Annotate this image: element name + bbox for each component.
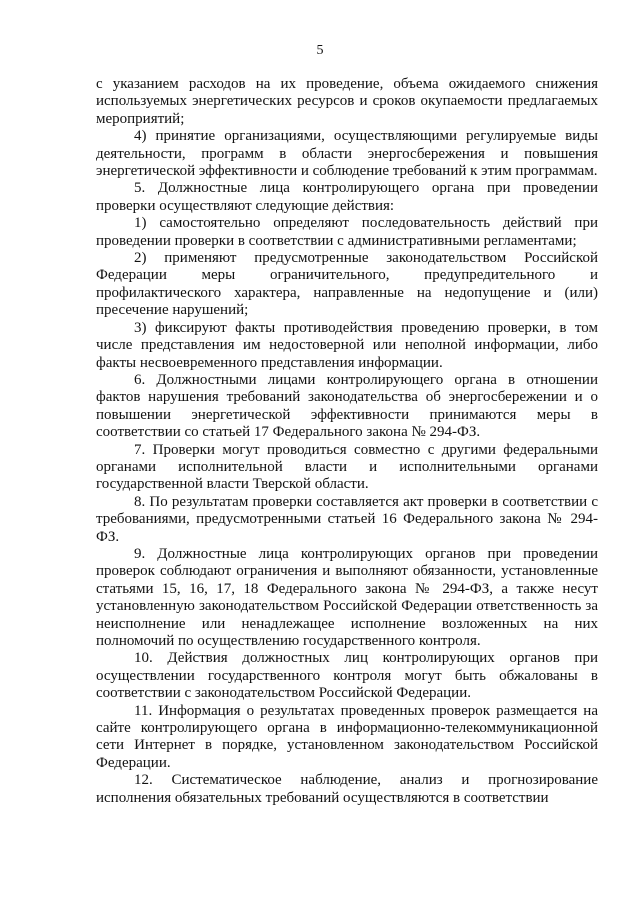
paragraph: 7. Проверки могут проводиться совместно с другими федеральными органами исполнительной власти и исполнительными органами государственной власти Тверской области. xyxy=(96,441,598,493)
paragraph: 1) самостоятельно определяют последовательность действий при проведении проверки в соответствии с административными регламентами; xyxy=(96,215,598,249)
paragraph: 8. По результатам проверки составляется акт проверки в соответствии с требованиями, предусмотренными статьей 16 Федерального закона № 294-ФЗ. xyxy=(96,493,598,545)
paragraph: 12. Систематическое наблюдение, анализ и прогнозирование исполнения обязательных требований осуществляются в соответствии xyxy=(96,772,598,806)
document-body xyxy=(96,76,598,807)
paragraph: 3) фиксируют факты противодействия проведению проверки, в том числе представления им недостоверной или неполной информации, либо факты несвоевременного представления информации. xyxy=(96,319,598,371)
paragraph: с указанием расходов на их проведение, объема ожидаемого снижения используемых энергетических ресурсов и сроков окупаемости предлагаемых мероприятий; xyxy=(96,76,598,127)
paragraph: 2) применяют предусмотренные законодательством Российской Федерации меры ограничительного, предупредительного и профилактического характера, направленные на недопущение и (или) пресечение нарушений; xyxy=(96,250,598,319)
paragraph: 6. Должностными лицами контролирующего органа в отношении фактов нарушения требований законодательства об энергосбережении и о повышении энергетической эффективности принимаются меры в соответствии со статьей 17 Федерального закона № 294-ФЗ. xyxy=(96,371,598,441)
paragraph: 10. Действия должностных лиц контролирующих органов при осуществлении государственного контроля могут быть обжалованы в соответствии с законодательством Российской Федерации. xyxy=(96,650,598,702)
page-number: 5 xyxy=(316,43,324,58)
paragraph: 11. Информация о результатах проведенных проверок размещается на сайте контролирующего органа в информационно-телекоммуникационной сети Интернет в порядке, установленном законодательством Российской Федерации. xyxy=(96,702,598,771)
paragraph: 5. Должностные лица контролирующего органа при проведении проверки осуществляют следующие действия: xyxy=(96,180,598,214)
paragraph: 4) принятие организациями, осуществляющими регулируемые виды деятельности, программ в области энергосбережения и повышения энергетической эффективности и соблюдение требований к этим программам. xyxy=(96,128,598,180)
paragraph: 9. Должностные лица контролирующих органов при проведении проверок соблюдают ограничения и выполняют обязанности, установленные статьями 15, 16, 17, 18 Федерального закона № 294-ФЗ, а также несут установленную законодательством Российской Федерации ответственность за неисполнение или ненадлежащее исполнение возложенных на них полномочий по осуществлению государственного контроля. xyxy=(96,545,598,649)
